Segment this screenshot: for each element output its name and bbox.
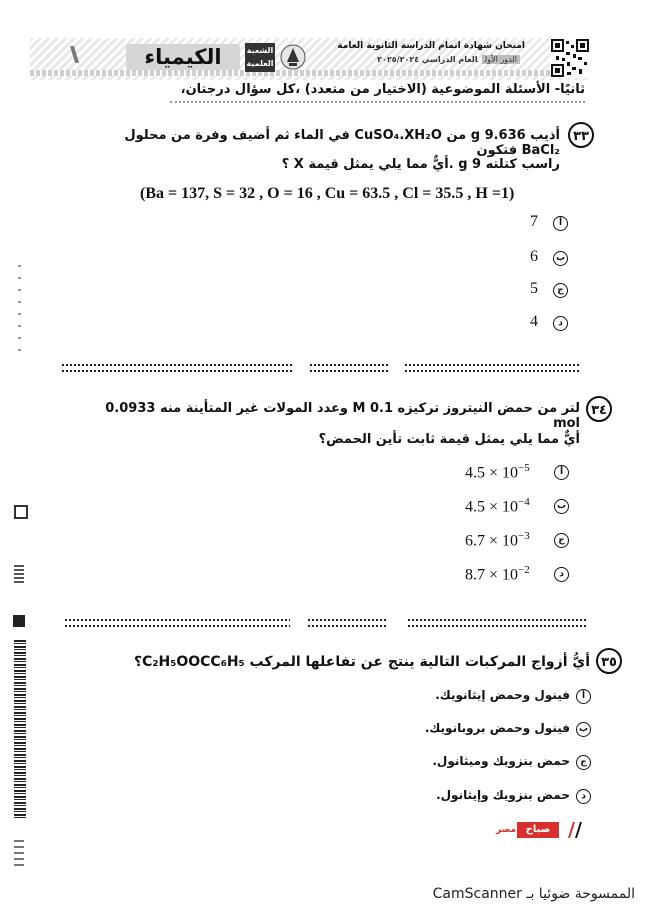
q34-option-c-mantissa: 6.7 × 10: [465, 532, 519, 550]
slash-bars-icon: [564, 822, 588, 838]
q33-option-d[interactable]: [520, 313, 580, 335]
q34-option-b-badge: ب: [554, 499, 569, 514]
scan-edge-marks: [14, 565, 24, 585]
q33-option-b[interactable]: [520, 248, 580, 270]
q35-option-b-text: فينول وحمض بروبانويك.: [424, 721, 570, 735]
q33-line2: راسب كتلته 9 g .أيٌّ مما يلي يمثل قيمة X ؟: [281, 157, 560, 172]
q34-option-a-badge: أ: [554, 465, 569, 480]
q35-option-a-badge: أ: [576, 689, 591, 704]
q33-option-b-badge: ب: [553, 251, 568, 266]
q34-option-b-exponent: −4: [518, 496, 530, 508]
slash-decoration: \\\\: [70, 42, 73, 66]
scan-edge-marks: [14, 840, 24, 870]
camscanner-footer: الممسوحة ضوئيا بـ CamScanner: [432, 886, 635, 902]
q33-atomic-masses: (Ba = 137, S = 32 , O = 16 , Cu = 63.5 , Cl = 35.5 , H =1): [140, 185, 515, 202]
q34-option-d-mantissa: 8.7 × 10: [465, 566, 519, 584]
q35-option-b[interactable]: [380, 719, 600, 741]
question-number-33: ٣٣: [568, 122, 594, 148]
q33-option-a-badge: أ: [553, 216, 568, 231]
banner-rule: [30, 70, 590, 76]
q34-line1: لتر من حمض النيتروز تركيزه 0.1 M وعدد المولات غير المتأينة منه 0.0933 mol: [105, 401, 580, 431]
q34-option-c[interactable]: [465, 530, 585, 552]
section-tag: الشعبة العلمية: [245, 43, 275, 72]
watermark-country: مصر: [496, 825, 517, 835]
q34-option-c-badge: ج: [554, 533, 569, 548]
q35-option-d[interactable]: [380, 786, 600, 808]
q34-option-a-exponent: −5: [518, 462, 530, 474]
answer-line: [310, 362, 390, 374]
q35-option-c-text: حمض بنزويك وميثانول.: [432, 754, 570, 768]
exam-header-banner: [30, 38, 590, 80]
question-number-34: ٣٤: [586, 396, 612, 422]
side-barcode: [14, 640, 26, 820]
qr-code-icon: [550, 38, 590, 78]
q34-option-d-badge: د: [554, 567, 569, 582]
q34-option-a[interactable]: [465, 462, 585, 484]
answer-line: [65, 617, 290, 629]
scan-edge-marks: [18, 265, 21, 355]
q33-option-c-badge: ج: [553, 283, 568, 298]
exam-year: [330, 55, 520, 64]
answer-line: [408, 617, 586, 629]
q33-option-a-value: 7: [530, 213, 538, 230]
answer-line: [308, 617, 388, 629]
q33-line1: أذيب 9.636 g من CuSO₄.XH₂O في الماء ثم أضيف وفرة من محلول BaCl₂ فتكون: [124, 128, 560, 158]
q33-option-c-value: 5: [530, 280, 538, 297]
q34-option-b[interactable]: [465, 496, 585, 518]
subject-title: الكيمياء: [126, 44, 240, 70]
q33-option-b-value: 6: [530, 248, 538, 265]
q35-line1: أيُّ أزواج المركبات التالية ينتج عن تفاعلها المركب C₂H₅OOCC₆H₅؟: [133, 654, 590, 670]
question-number-35: ٣٥: [596, 648, 622, 674]
q35-option-d-text: حمض بنزويك وإيثانول.: [436, 788, 570, 802]
q35-option-a[interactable]: [380, 686, 600, 708]
q35-option-d-badge: د: [576, 789, 591, 804]
q35-option-a-text: فينول وحمض إيثانويك.: [435, 688, 570, 702]
q34-option-c-exponent: −3: [518, 530, 530, 542]
q34-line2: أيٌّ مما يلي يمثل قيمة ثابت تأين الحمض؟: [318, 432, 580, 447]
q33-option-a[interactable]: [520, 213, 580, 235]
ministry-logo-icon: [280, 44, 306, 70]
q35-option-b-badge: ب: [576, 722, 591, 737]
exam-round: الدور الأول: [482, 55, 520, 64]
section-title: ثانيًا- الأسئلة الموضوعية (الاختيار من متعدد) ،كل سؤال درجتان،: [170, 82, 585, 103]
watermark-brand: صباح: [517, 822, 559, 838]
q34-option-d-exponent: −2: [518, 564, 530, 576]
q33-option-d-value: 4: [530, 313, 538, 330]
q34-option-a-mantissa: 4.5 × 10: [465, 464, 519, 482]
exam-year-text: العام الدراسي ٢٠٢٥/٢٠٢٤: [377, 55, 478, 64]
q33-option-c[interactable]: [520, 280, 580, 302]
scan-corner-mark: [14, 505, 28, 519]
sabah-masr-logo: [496, 822, 596, 838]
q34-option-d[interactable]: [465, 564, 585, 586]
exam-title: امتحان شهادة اتمام الدراسة الثانوية العامة: [337, 41, 525, 51]
q34-option-b-mantissa: 4.5 × 10: [465, 498, 519, 516]
q35-option-c[interactable]: [380, 752, 600, 774]
q33-option-d-badge: د: [553, 316, 568, 331]
answer-line: [62, 362, 292, 374]
q35-option-c-badge: ج: [576, 755, 591, 770]
scan-corner-mark: [13, 615, 25, 627]
answer-line: [405, 362, 580, 374]
